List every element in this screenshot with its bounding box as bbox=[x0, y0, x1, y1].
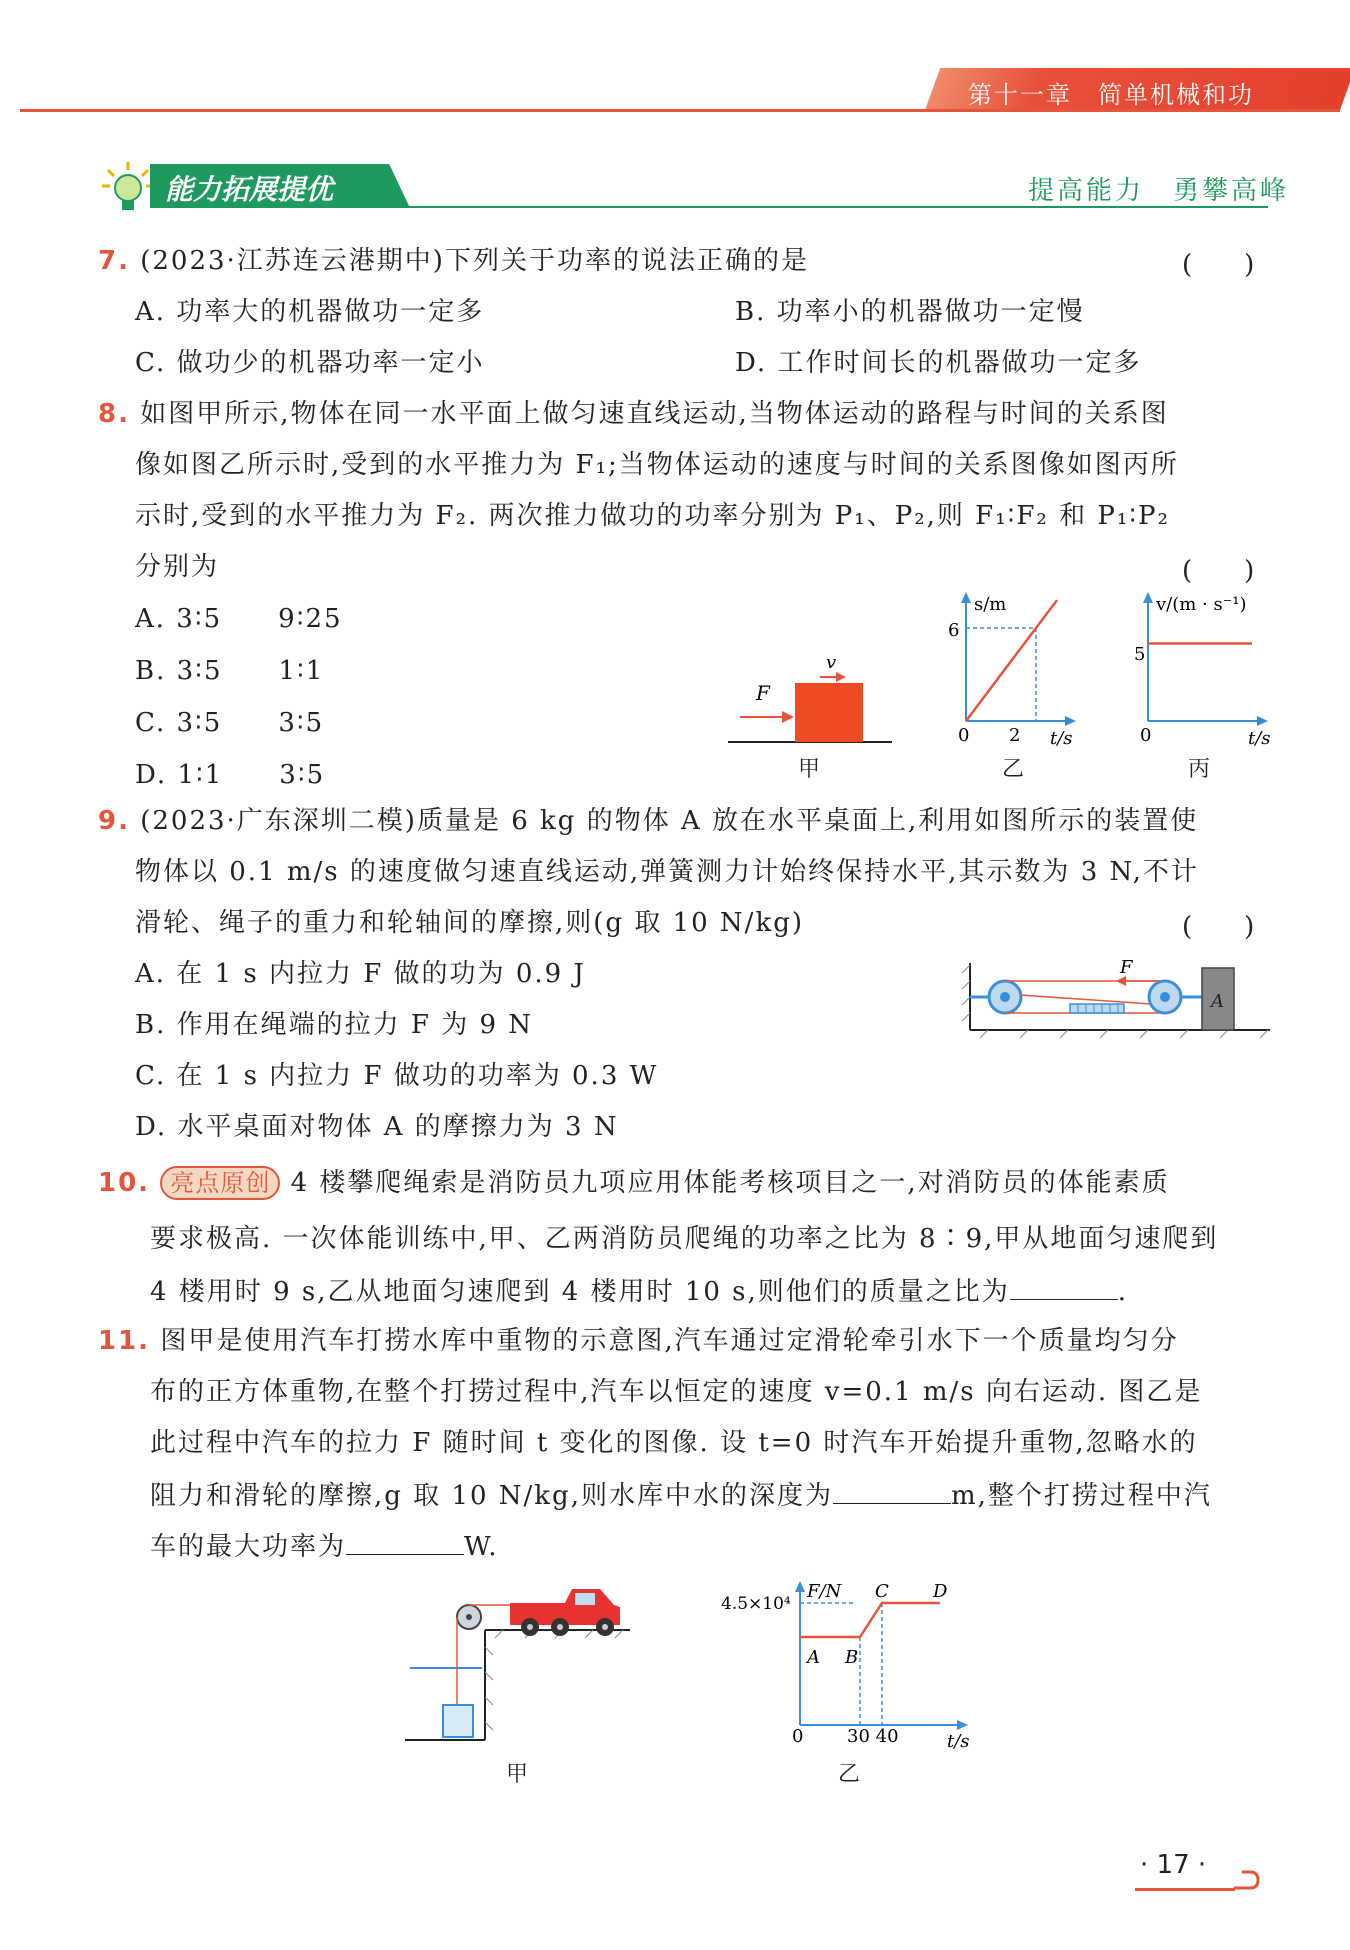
f-t-line bbox=[800, 1603, 940, 1637]
figure-caption-jia: 甲 bbox=[506, 1762, 529, 1787]
q9-option-b: B. 作用在绳端的拉力 F 为 9 N bbox=[135, 1010, 534, 1040]
s-t-line bbox=[966, 600, 1057, 721]
answer-blank bbox=[833, 1477, 951, 1504]
answer-paren: ( ) bbox=[1182, 556, 1255, 586]
q10-line1 bbox=[98, 1166, 1170, 1200]
q11-text: 车的最大功率为 bbox=[150, 1532, 347, 1562]
y-tick-label: 6 bbox=[948, 620, 960, 641]
q9-text: (2023·广东深圳二模)质量是 6 kg 的物体 A 放在水平桌面上,利用如图所示的装置使 bbox=[140, 806, 1199, 836]
figure-caption-yi: 乙 bbox=[838, 1762, 861, 1787]
point-c-label: C bbox=[875, 1581, 889, 1602]
q7-stem: (2023·江苏连云港期中)下列关于功率的说法正确的是 bbox=[140, 246, 809, 276]
x-tick-label: 2 bbox=[1009, 725, 1021, 746]
q7-option-d: D. 工作时间长的机器做功一定多 bbox=[735, 348, 1142, 378]
q8-text: 如图甲所示,物体在同一水平面上做匀速直线运动,当物体运动的路程与时间的关系图 bbox=[140, 399, 1169, 429]
q8-figure-jia bbox=[720, 650, 900, 750]
page-number: · 17 · bbox=[1140, 1850, 1207, 1880]
section-slogan: 提高能力 勇攀高峰 bbox=[1028, 176, 1290, 206]
q7-option-b: B. 功率小的机器做功一定慢 bbox=[735, 297, 1085, 327]
point-d-label: D bbox=[933, 1581, 948, 1602]
q11-text: 图甲是使用汽车打捞水库中重物的示意图,汽车通过定滑轮牵引水下一个质量均匀分 bbox=[160, 1326, 1179, 1356]
q10-text: 4 楼攀爬绳索是消防员九项应用体能考核项目之一,对消防员的体能素质 bbox=[290, 1168, 1170, 1198]
q9-line3: 滑轮、绳子的重力和轮轴间的摩擦,则(g 取 10 N/kg) bbox=[135, 908, 804, 938]
y-tick-label: 4.5×10⁴ bbox=[721, 1594, 791, 1614]
q8-figure-bing bbox=[1120, 588, 1280, 748]
q7-stem-line bbox=[98, 244, 809, 278]
section-title: 能力拓展提优 bbox=[165, 173, 334, 206]
q8-line2: 像如图乙所示时,受到的水平推力为 F₁;当物体运动的速度与时间的关系图像如图丙所 bbox=[135, 450, 1179, 480]
q10-period: . bbox=[1117, 1277, 1129, 1307]
red-block bbox=[795, 683, 863, 742]
x-axis-label: t/s bbox=[1248, 728, 1271, 748]
page-swirl-icon bbox=[1232, 1862, 1262, 1892]
q7-option-a: A. 功率大的机器做功一定多 bbox=[135, 297, 485, 327]
y-axis-label: F/N bbox=[807, 1581, 842, 1602]
q9-option-a: A. 在 1 s 内拉力 F 做的功为 0.9 J bbox=[135, 959, 586, 989]
origin-label: 0 bbox=[792, 1726, 804, 1747]
q8-option-c: C. 3∶5 3∶5 bbox=[135, 708, 325, 738]
x-tick-labels: 30 40 bbox=[847, 1726, 899, 1747]
answer-paren: ( ) bbox=[1182, 250, 1255, 280]
velocity-label: v bbox=[826, 652, 837, 673]
origin-label: 0 bbox=[958, 725, 970, 746]
answer-blank bbox=[1010, 1273, 1118, 1300]
page-number-rule bbox=[1135, 1888, 1235, 1891]
force-label: F bbox=[1120, 957, 1133, 978]
force-label: F bbox=[756, 681, 770, 705]
question-number: 7. bbox=[98, 246, 130, 276]
x-axis-label: t/s bbox=[1050, 728, 1073, 748]
q9-option-d: D. 水平桌面对物体 A 的摩擦力为 3 N bbox=[135, 1112, 619, 1142]
point-a-label: A bbox=[807, 1647, 820, 1668]
q8-line3: 示时,受到的水平推力为 F₂. 两次推力做功的功率分别为 P₁、P₂,则 F₁∶F₂ 和 P₁∶P₂ bbox=[135, 501, 1170, 531]
q11-line1 bbox=[98, 1324, 1179, 1358]
q10-line2: 要求极高. 一次体能训练中,甲、乙两消防员爬绳的功率之比为 8∶9,甲从地面匀速爬到 bbox=[150, 1224, 1219, 1254]
q8-figure-yi bbox=[938, 588, 1088, 748]
q8-option-a: A. 3∶5 9∶25 bbox=[135, 604, 343, 634]
figure-caption-jia: 甲 bbox=[798, 757, 821, 782]
question-number: 11. bbox=[98, 1326, 151, 1356]
original-badge: 亮点原创 bbox=[160, 1166, 280, 1200]
q9-option-c: C. 在 1 s 内拉力 F 做功的功率为 0.3 W bbox=[135, 1061, 659, 1091]
q11-figure-jia bbox=[400, 1575, 640, 1750]
answer-blank bbox=[346, 1528, 464, 1555]
q8-option-d: D. 1∶1 3∶5 bbox=[135, 760, 326, 790]
question-number: 8. bbox=[98, 399, 130, 429]
q9-line2: 物体以 0.1 m/s 的速度做匀速直线运动,弹簧测力计始终保持水平,其示数为 3 N,不计 bbox=[135, 857, 1199, 887]
q11-text: W. bbox=[464, 1532, 499, 1562]
q9-pulley-figure bbox=[960, 955, 1275, 1043]
q10-line3 bbox=[150, 1273, 1128, 1309]
x-axis-label: t/s bbox=[947, 1731, 970, 1750]
point-b-label: B bbox=[845, 1647, 859, 1668]
header-rule bbox=[20, 109, 1340, 112]
q10-text: 4 楼用时 9 s,乙从地面匀速爬到 4 楼用时 10 s,则他们的质量之比为 bbox=[150, 1277, 1010, 1307]
q11-line5 bbox=[150, 1528, 498, 1564]
block-a-label: A bbox=[1211, 991, 1224, 1012]
q11-text: 阻力和滑轮的摩擦,g 取 10 N/kg,则水库中水的深度为 bbox=[150, 1481, 833, 1511]
figure-caption-yi: 乙 bbox=[1002, 757, 1025, 782]
q8-option-b: B. 3∶5 1∶1 bbox=[135, 656, 325, 686]
q11-line2: 布的正方体重物,在整个打捞过程中,汽车以恒定的速度 v=0.1 m/s 向右运动. 图乙是 bbox=[150, 1377, 1203, 1407]
question-number: 9. bbox=[98, 806, 130, 836]
truck-window bbox=[575, 1593, 595, 1605]
q11-figure-yi bbox=[715, 1575, 985, 1750]
question-number: 10. bbox=[98, 1168, 151, 1198]
chapter-title: 第十一章 简单机械和功 bbox=[968, 81, 1254, 109]
y-axis-label: v/(m · s⁻¹) bbox=[1156, 594, 1247, 615]
y-tick-label: 5 bbox=[1134, 644, 1146, 665]
q11-text: m,整个打捞过程中汽 bbox=[950, 1481, 1212, 1511]
q8-line1 bbox=[98, 397, 1169, 431]
cube-weight bbox=[443, 1705, 473, 1737]
q11-line3: 此过程中汽车的拉力 F 随时间 t 变化的图像. 设 t=0 时汽车开始提升重物,忽略水的 bbox=[150, 1428, 1198, 1458]
origin-label: 0 bbox=[1140, 725, 1152, 746]
y-axis-label: s/m bbox=[974, 594, 1007, 615]
q11-line4 bbox=[150, 1477, 1212, 1513]
figure-caption-bing: 丙 bbox=[1188, 757, 1211, 782]
q8-line4: 分别为 bbox=[135, 552, 220, 582]
q7-option-c: C. 做功少的机器功率一定小 bbox=[135, 348, 485, 378]
answer-paren: ( ) bbox=[1182, 912, 1255, 942]
q9-line1 bbox=[98, 804, 1198, 838]
